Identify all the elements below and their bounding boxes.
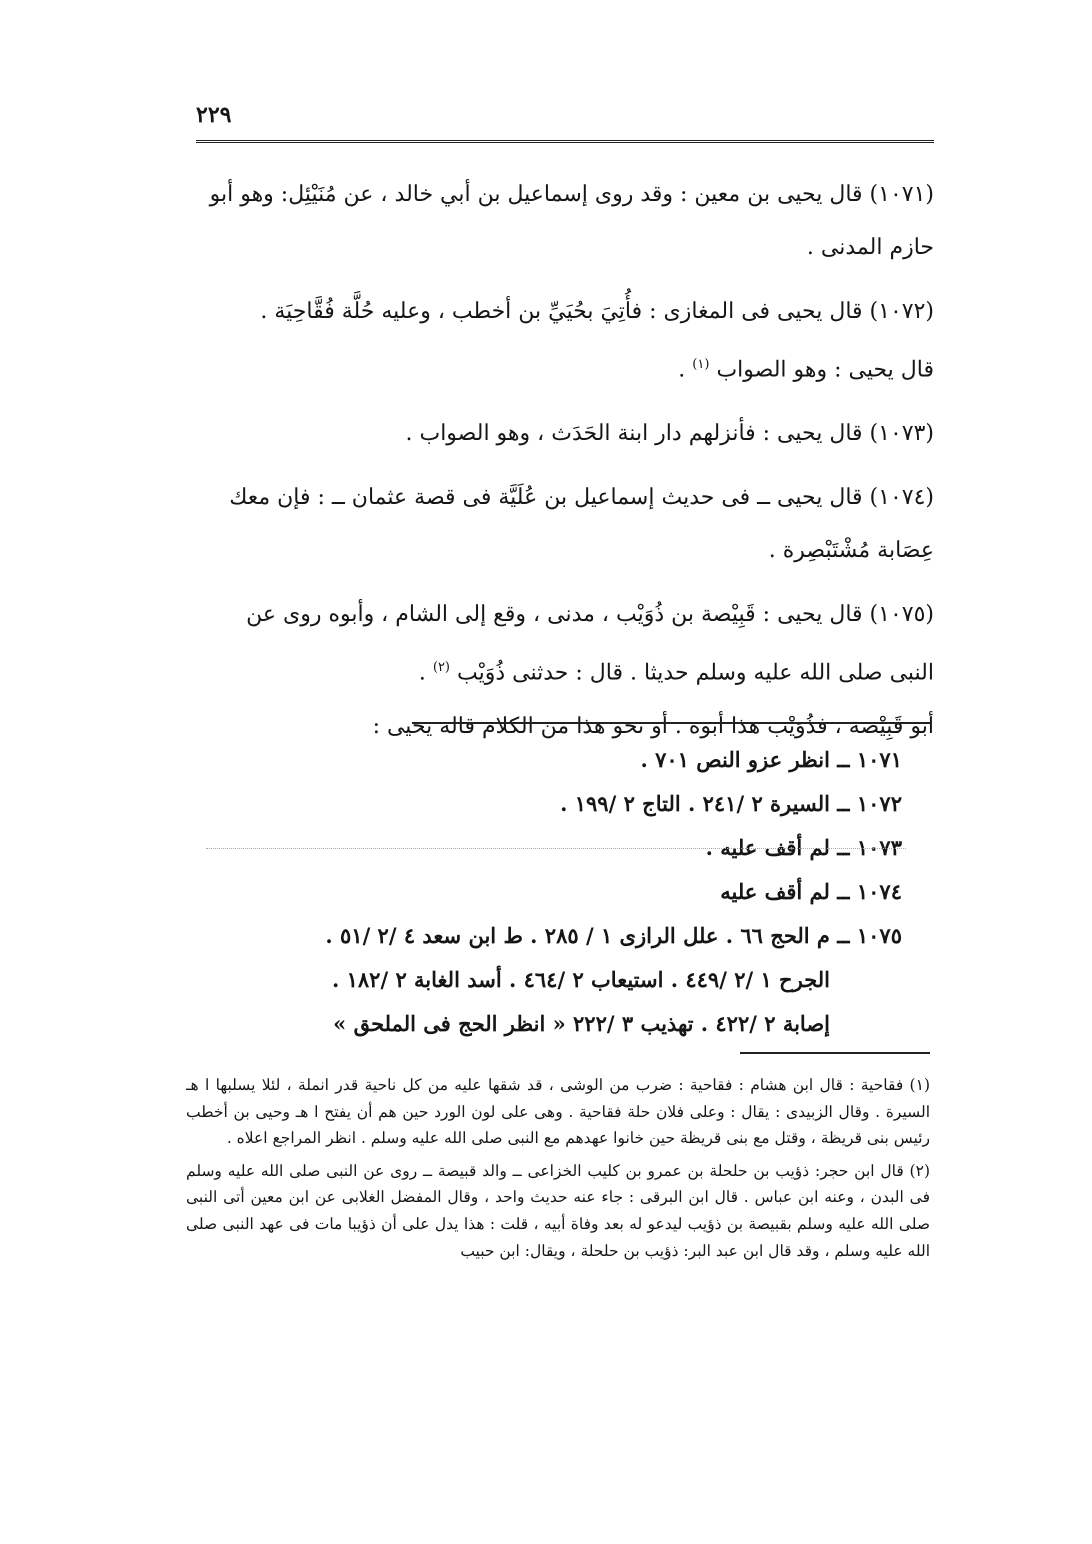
entry-1075 xyxy=(196,588,934,699)
reference-1075-line-3: إصابة ٢ /٤٢٢ . تهذيب ٣ /٢٢٢ « انظر الحج فى الملحق » xyxy=(333,1011,830,1036)
reference-1073: ١٠٧٣ ــ لم أقف عليه . xyxy=(705,835,902,860)
faint-divider xyxy=(206,848,906,849)
page-number: ٢٢٩ xyxy=(196,102,232,128)
entry-1072-continuation-text: قال يحيى : وهو الصواب xyxy=(716,357,934,383)
reference-1071: ١٠٧١ ــ انظر عزو النص ٧٠١ . xyxy=(640,747,902,772)
entry-1071: (١٠٧١) قال يحيى بن معين : وقد روى إسماعيل بن أبي خالد ، عن مُنَيْئِل: وهو أبو حازم المدنى . xyxy=(209,182,934,260)
entry-1075-text: (١٠٧٥) قال يحيى : قَبِيْصة بن ذُوَيْب ، مدنى ، وقع إلى الشام ، وأبوه روى عن النبى صلى الله عليه وسلم حديثا . قال : حدثنى ذُوَيْب xyxy=(246,602,934,686)
entry-1073: (١٠٧٣) قال يحيى : فأنزلهم دار ابنة الحَدَث ، وهو الصواب . xyxy=(405,421,934,447)
section-rule xyxy=(412,722,932,724)
entry-1072-continuation xyxy=(196,338,934,396)
reference-list xyxy=(196,738,902,1046)
footnote-ref-2: (٢) xyxy=(432,660,450,676)
entry-1075-continuation: أبو قَبِيْصة ، فذُوَيْب هذا أبوه . أو نحو هذا من الكلام قاله يحيى : xyxy=(372,713,934,739)
reference-1072: ١٠٧٢ ــ السيرة ٢ /٢٤١ . التاج ٢ /١٩٩ . xyxy=(560,791,902,816)
entry-1072: (١٠٧٢) قال يحيى فى المغازى : فأُتِيَ بحُيَيِّ بن أخطب ، وعليه حُلَّة فُقَّاحِيَة . xyxy=(260,299,934,324)
footnotes xyxy=(186,1072,930,1264)
footnote-1: (١) فقاحية : قال ابن هشام : فقاحية : ضرب من الوشى ، قد شقها عليه من كل ناحية قدر انملة ، لئلا يسلبها ا هـ السيرة . وقال الزبيدى : يقال : وعلى فلان حلة فقاحية . وهى على لون الورد حين هم أن يفتح ا هـ وحيى بن أخطب رئيس بنى قريظة ، وقتل مع بنى قريظة حين خانوا عهدهم مع النبى صلى الله عليه وسلم . انظر المراجع اعلاه . xyxy=(186,1076,930,1148)
footnote-ref-1-tail: . xyxy=(678,357,686,383)
footnote-ref-2-tail: . xyxy=(418,660,426,686)
main-text xyxy=(196,168,934,753)
footnote-ref-1: (١) xyxy=(692,357,710,372)
entry-1074: (١٠٧٤) قال يحيى ــ فى حديث إسماعيل بن عُلَيَّة فى قصة عثمان ــ : فإن معك عِصَابة مُشْتَبْصِرة . xyxy=(229,485,934,564)
reference-1075-line-2: الجرح ١ /٢ /٤٤٩ . استيعاب ٢ /٤٦٤ . أسد الغابة ٢ /١٨٢ . xyxy=(332,967,830,992)
header-rule xyxy=(196,140,934,143)
footnote-2: (٢) قال ابن حجر: ذؤيب بن حلحلة بن عمرو بن كليب الخزاعى ــ والد قبيصة ــ روى عن النبى صلى الله عليه وسلم فى البدن ، وعنه ابن عباس . قال ابن البرقى : جاء عنه حديث واحد ، وقال المفضل الغلابى عن ابن معين أتى النبى صلى الله عليه وسلم بقبيصة بن ذؤيب ليدعو له بعد وفاة أبيه ، قلت : هذا يدل على أن ذؤيبا مات فى عهد النبى صلى الله عليه وسلم ، وقد قال ابن عبد البر: ذؤيب بن حلحلة ، ويقال: ابن حبيب xyxy=(186,1161,931,1260)
reference-1074: ١٠٧٤ ــ لم أقف عليه xyxy=(720,879,902,904)
reference-1075: ١٠٧٥ ــ م الحج ٦٦ . علل الرازى ١ / ٢٨٥ . ط ابن سعد ٤ /٢ /٥١ . xyxy=(325,923,902,948)
footnote-rule xyxy=(740,1052,930,1054)
